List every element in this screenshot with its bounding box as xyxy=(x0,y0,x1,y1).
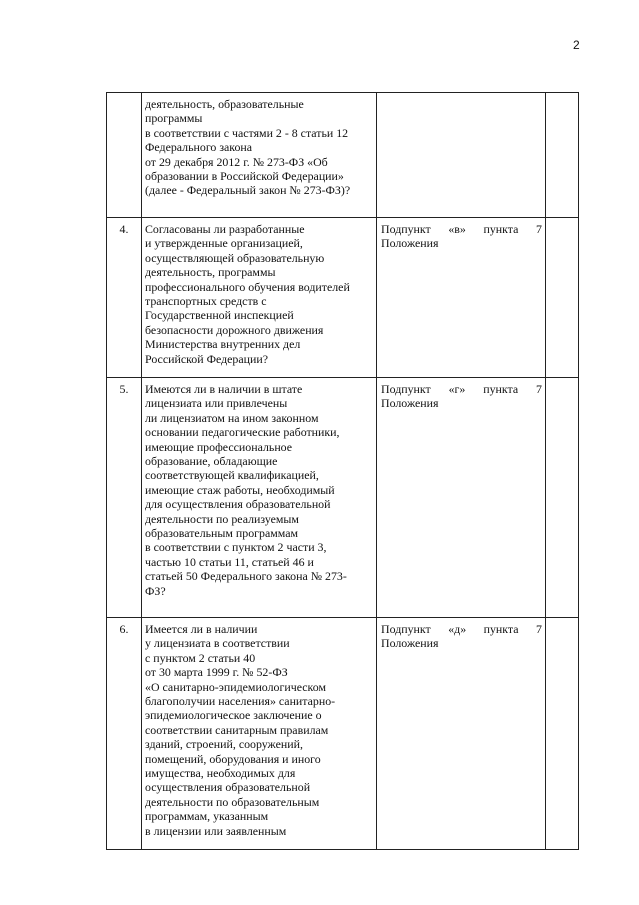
row-number: 4. xyxy=(107,218,142,378)
question-text: Имеются ли в наличии в штате лицензиата или привлечены ли лицензиатом на ином законном основании педагогические работники, имеющие профессиональное образование, обладающие соответствующей квалификацией, имеющие стаж работы, необходимый для осуществления образовательной деятельности по реализуемым образовательным программам в соответствии с пунктом 2 части 3, частью 10 статьи 11, статьей 46 и статьей 50 Федерального закона № 273- ФЗ? xyxy=(142,378,377,618)
basis-word: «д» xyxy=(448,622,467,636)
checklist-table xyxy=(106,92,579,850)
basis-document: Положения xyxy=(381,396,439,411)
question-text: Имеется ли в наличии у лицензиата в соответствии с пунктом 2 статьи 40 от 30 марта 1999 г. № 52-ФЗ «О санитарно-эпидемиологическом благополучии населения» санитарно- эпидемиологическое заключение о соответствии санитарным правилам зданий, строений, сооружений, помещений, оборудования и иного имущества, необходимых для осуществления образовательной деятельности по образовательным программам, указанным в лицензии или заявленным xyxy=(142,618,377,850)
basis-word: пункта xyxy=(483,382,519,396)
table-row xyxy=(107,378,579,618)
table-row xyxy=(107,93,579,218)
table-row xyxy=(107,218,579,378)
basis-document: Положения xyxy=(381,236,439,251)
basis-word: 7 xyxy=(536,382,542,396)
basis-word: пункта xyxy=(483,222,519,236)
basis-word: пункта xyxy=(483,622,519,636)
basis-word: Подпункт xyxy=(381,622,431,636)
basis-reference-line xyxy=(381,622,542,636)
question-text: деятельность, образовательные программы в соответствии с частями 2 - 8 статьи 12 Федерального закона от 29 декабря 2012 г. № 273-ФЗ «Об образовании в Российской Федерации» (далее - Федеральный закон № 273-ФЗ)? xyxy=(142,93,377,218)
result-cell xyxy=(546,93,579,218)
row-number: 5. xyxy=(107,378,142,618)
basis-word: Подпункт xyxy=(381,222,431,236)
page-number: 2 xyxy=(573,38,580,52)
basis-cell xyxy=(377,218,546,378)
basis-word: Подпункт xyxy=(381,382,431,396)
basis-reference-line xyxy=(381,222,542,236)
basis-reference-line xyxy=(381,382,542,396)
table-row xyxy=(107,618,579,850)
basis-word: 7 xyxy=(536,622,542,636)
basis-cell xyxy=(377,93,546,218)
basis-word: «г» xyxy=(448,382,466,396)
question-text: Согласованы ли разработанные и утвержденные организацией, осуществляющей образовательную деятельность, программы профессионального обучения водителей транспортных средств с Государственной инспекцией безопасности дорожного движения Министерства внутренних дел Российской Федерации? xyxy=(142,218,377,378)
basis-document: Положения xyxy=(381,636,439,651)
row-number: 6. xyxy=(107,618,142,850)
result-cell xyxy=(546,618,579,850)
basis-word: «в» xyxy=(448,222,466,236)
result-cell xyxy=(546,378,579,618)
basis-cell xyxy=(377,378,546,618)
row-number xyxy=(107,93,142,218)
basis-cell xyxy=(377,618,546,850)
result-cell xyxy=(546,218,579,378)
basis-word: 7 xyxy=(536,222,542,236)
